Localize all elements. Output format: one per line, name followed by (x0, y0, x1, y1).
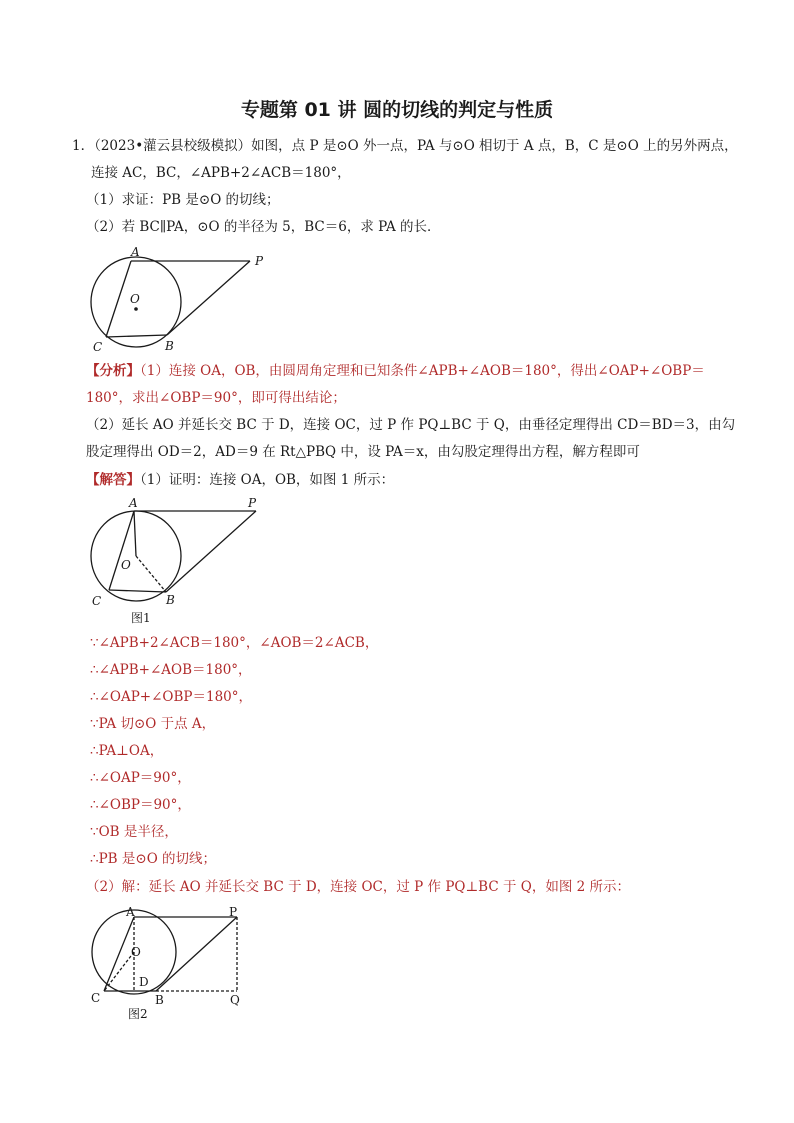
proof-step-8: ∵OB 是半径， (90, 824, 178, 840)
fig1-label-b: B (166, 593, 175, 607)
label-o: O (130, 292, 140, 306)
analysis-line-4: 股定理得出 OD＝2，AD＝9 在 Rt△PBQ 中，设 PA＝x，由勾股定理得出方程，解方程即可 (86, 444, 640, 460)
fig2-label-b: B (155, 993, 164, 1007)
label-b: B (165, 339, 174, 353)
label-p: P (255, 254, 264, 268)
fig1-label-a: A (129, 496, 138, 510)
fig2-label-c: C (91, 991, 101, 1005)
page-title: 专题第 01 讲 圆的切线的判定与性质 (240, 99, 554, 121)
question-2: （2）若 BC∥PA，⊙O 的半径为 5，BC＝6，求 PA 的长． (86, 219, 441, 235)
fig2-segment-ac (104, 917, 134, 991)
label-a: A (131, 245, 140, 259)
proof-step-7: ∴∠OBP＝90°， (90, 797, 191, 813)
fig2-caption: 图2 (128, 1007, 148, 1021)
proof-step-2: ∴∠APB+∠AOB＝180°， (90, 662, 252, 678)
proof-step-4: ∵PA 切⊙O 于点 A， (90, 716, 216, 732)
fig2-label-d: D (139, 975, 149, 989)
analysis-text-1: （1）连接 OA，OB，由圆周角定理和已知条件∠APB+∠AOB＝180°，得出∠OAP+∠OBP＝ (140, 363, 705, 379)
proof-step-5: ∴PA⊥OA， (90, 743, 164, 759)
fig1-label-c: C (92, 594, 102, 608)
fig2-label-o: O (131, 945, 141, 959)
proof-step-3: ∴∠OAP+∠OBP＝180°， (90, 689, 253, 705)
problem-line-2: 连接 AC，BC，∠APB+2∠ACB＝180°， (91, 165, 351, 181)
fig2-label-q: Q (230, 993, 240, 1007)
analysis-line-3: （2）延长 AO 并延长交 BC 于 D，连接 OC，过 P 作 PQ⊥BC 于 Q，由垂径定理得出 CD＝BD＝3，由勾 (86, 417, 736, 433)
label-c: C (93, 340, 103, 354)
fig2-label-a: A (126, 905, 135, 919)
problem-line-1: 1．（2023•灌云县校级模拟）如图，点 P 是⊙O 外一点，PA 与⊙O 相切于 A 点，B，C 是⊙O 上的另外两点， (72, 138, 738, 154)
fig1-label-o: O (121, 558, 131, 572)
question-1: （1）求证：PB 是⊙O 的切线； (86, 192, 280, 208)
fig2-label-p: P (229, 905, 238, 919)
proof-step-6: ∴∠OAP＝90°， (90, 770, 191, 786)
part2-text: （2）解：延长 AO 并延长交 BC 于 D，连接 OC，过 P 作 PQ⊥BC 于 Q，如图 2 所示： (86, 879, 631, 895)
fig1-label-p: P (248, 496, 257, 510)
proof-step-9: ∴PB 是⊙O 的切线； (90, 851, 217, 867)
solution-intro-text: （1）证明：连接 OA，OB，如图 1 所示： (140, 472, 395, 488)
analysis-tag: 【分析】 (86, 363, 140, 379)
solution-tag: 【解答】 (86, 472, 140, 488)
fig2-segment-oc (104, 952, 134, 991)
fig1-caption: 图1 (131, 611, 151, 625)
analysis-line-2: 180°，求出∠OBP＝90°，即可得出结论； (86, 390, 346, 406)
proof-step-1: ∵∠APB+2∠ACB＝180°，∠AOB＝2∠ACB， (90, 635, 379, 651)
